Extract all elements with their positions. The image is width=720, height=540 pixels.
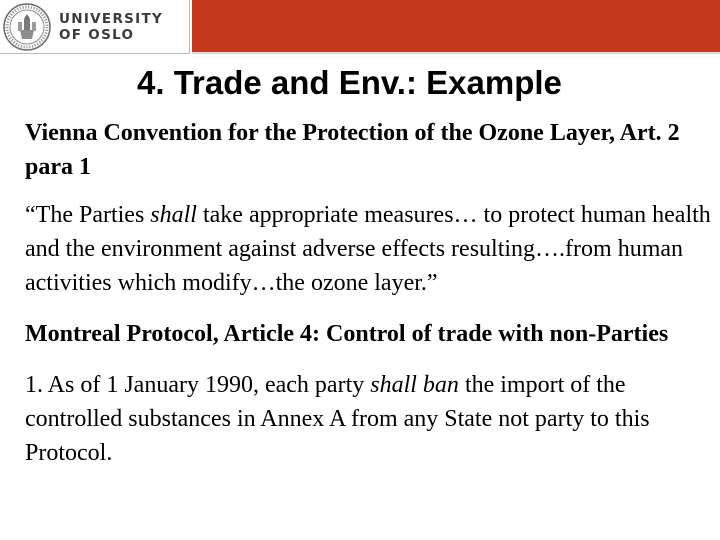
header-red-band [192,0,720,52]
logo-line-2: OF OSLO [59,27,135,43]
header-band-shadow [192,52,720,54]
university-logo-text [59,11,163,43]
quote-text-start: “The Parties [25,202,151,228]
paragraph-montreal-text [25,368,715,470]
quote-italic-shall: shall [150,202,197,228]
montreal-italic-shall-ban: shall ban [370,372,459,398]
university-seal-icon [3,3,51,51]
paragraph-vienna-heading: Vienna Convention for the Protection of the Ozone Layer, Art. 2 para 1 [25,120,680,180]
slide-body [25,116,715,470]
paragraph-montreal-heading: Montreal Protocol, Article 4: Control of trade with non-Parties [25,321,669,347]
montreal-text-end: the import of the controlled substances in Annex A from any State not party to this Protocol. [25,372,650,466]
quote-text-end: take appropriate measures… to protect human health and the environment against adverse effects resulting….from human activities which modify…the ozone layer.” [25,202,711,296]
slide-title: 4. Trade and Env.: Example [137,64,562,101]
montreal-text-start: 1. As of 1 January 1990, each party [25,372,371,398]
logo-area [0,0,190,54]
logo-line-1: UNIVERSITY [59,11,164,27]
paragraph-vienna-quote [25,198,715,300]
